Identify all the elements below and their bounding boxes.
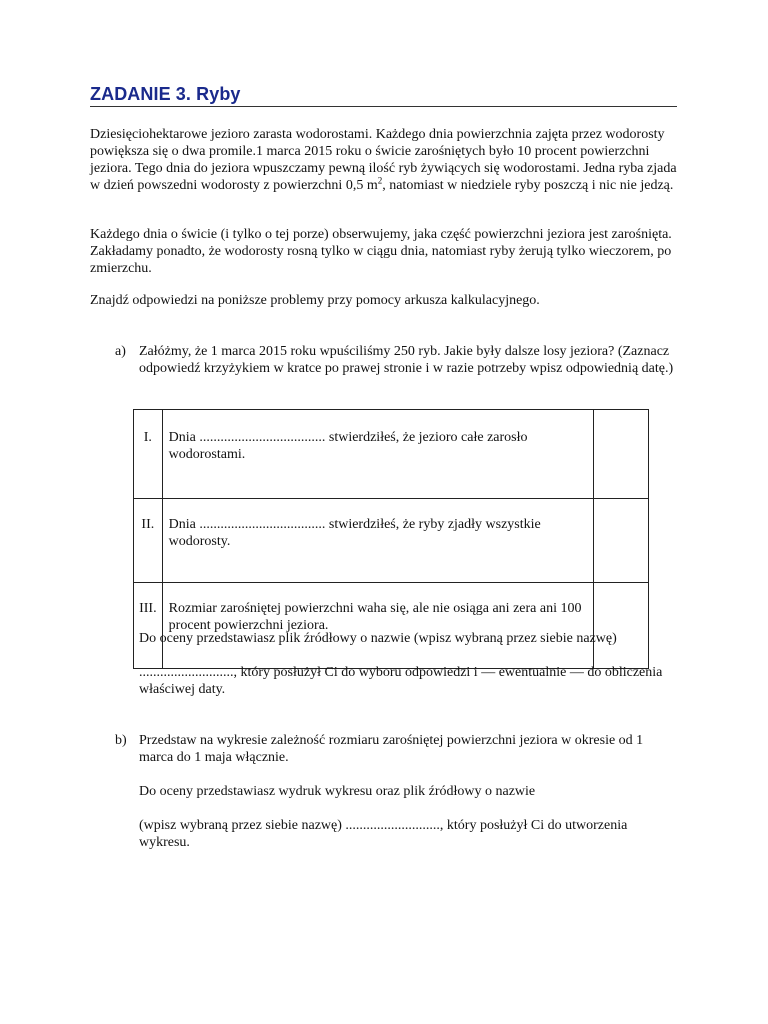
- question-b-text: Przedstaw na wykresie zależność rozmiaru zarośniętej powierzchni jeziora w okresie od 1 marca do 1 maja włącznie.: [139, 733, 644, 765]
- intro-paragraph-3: Znajdź odpowiedzi na poniższe problemy przy pomocy arkusza kalkulacyjnego.: [90, 293, 540, 308]
- question-a-note-2: ..........................., który posłużył Ci do wyboru odpowiedzi i — ewentualnie — do obliczenia właściwej daty.: [139, 665, 663, 697]
- answer-checkbox-cell[interactable]: [593, 583, 648, 669]
- task-title: ZADANIE 3. Ryby: [90, 84, 241, 104]
- intro-paragraph-1-end: , natomiast w niedziele ryby poszczą i nic nie jedzą.: [382, 178, 674, 193]
- square-meter-superscript: 2: [377, 175, 383, 186]
- question-a-note-1: Do oceny przedstawiasz plik źródłowy o nazwie (wpisz wybraną przez siebie nazwę): [139, 631, 617, 646]
- answer-checkbox-cell[interactable]: [593, 410, 648, 499]
- answer-checkbox-cell[interactable]: [593, 499, 648, 583]
- question-b-note-1: Do oceny przedstawiasz wydruk wykresu oraz plik źródłowy o nazwie: [139, 784, 536, 799]
- answer-row-number: III.: [134, 583, 163, 669]
- question-a-text: Załóżmy, że 1 marca 2015 roku wpuściliśmy 250 ryb. Jakie były dalsze losy jeziora? (Zaznacz odpowiedź krzyżykiem w kratce po prawej stronie i w razie potrzeby wpisz odpowiednią datę.): [139, 344, 674, 376]
- answer-row-text: Dnia .................................... stwierdziłeś, że jezioro całe zarosło wodorostami.: [162, 410, 593, 499]
- question-a-label: a): [115, 344, 126, 359]
- intro-paragraph-1-text: Dziesięciohektarowe jezioro zarasta wodorostami. Każdego dnia powierzchnia zajęta przez wodorosty powiększa się o dwa promile.1 marca 2015 roku o świcie zarośniętych było 10 procent powierzchni jeziora. Tego dnia do jeziora wpuszczamy pewną ilość ryb żywiących się wodorostami. Jedna ryba zjada w dzień powszedni wodorosty z powierzchni 0,5 m: [90, 127, 677, 193]
- answer-row: [134, 410, 649, 499]
- answer-row-number: I.: [134, 410, 163, 499]
- title-underline: [90, 106, 677, 107]
- answer-row: [134, 583, 649, 669]
- intro-paragraph-2: Każdego dnia o świcie (i tylko o tej porze) obserwujemy, jaka część powierzchni jeziora jest zarośnięta. Zakładamy ponadto, że wodorosty rosną tylko w ciągu dnia, natomiast ryby żerują tylko wieczorem, po zmierzchu.: [90, 227, 672, 276]
- answer-row-number: II.: [134, 499, 163, 583]
- answer-row-text: Dnia .................................... stwierdziłeś, że ryby zjadły wszystkie wodorosty.: [162, 499, 593, 583]
- answer-row-text: Rozmiar zarośniętej powierzchni waha się, ale nie osiąga ani zera ani 100 procent powierzchni jeziora.: [162, 583, 593, 669]
- answer-row: [134, 499, 649, 583]
- question-b-note-2: (wpisz wybraną przez siebie nazwę) ..........................., który posłużył Ci do utworzenia wykresu.: [139, 818, 628, 850]
- question-b-label: b): [115, 733, 127, 748]
- intro-paragraph-1: [90, 126, 680, 194]
